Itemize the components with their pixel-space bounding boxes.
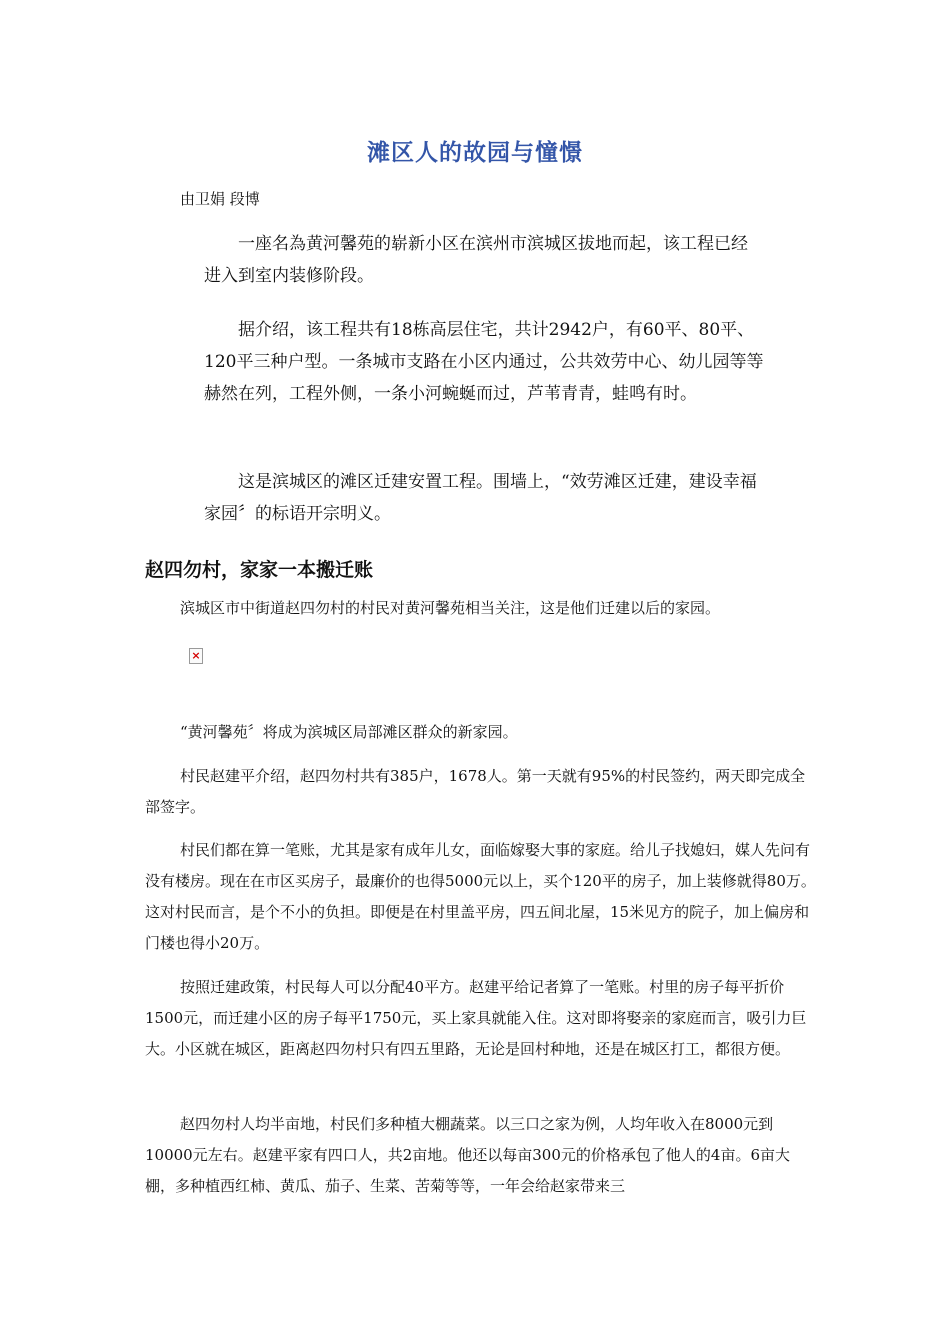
image-caption: “黄河馨苑〞将成为滨城区局部滩区群众的新家园。 [180, 723, 518, 741]
body-paragraph: 村民们都在算一笔账，尤其是家有成年儿女，面临嫁娶大事的家庭。给儿子找媳妇，媒人先问有没有楼房。现在在市区买房子，最廉价的也得5000元以上，买个120平的房子，加上装修就得80万。这对村民而言，是个不小的负担。即便是在村里盖平房，四五间北屋，15米见方的院子，加上偏房和门楼也得小20万。 [145, 841, 816, 952]
section-heading: 赵四勿村，家家一本搬迁账 [145, 559, 374, 581]
article-authors: 由卫娟 段博 [180, 190, 260, 208]
body-paragraph: 按照迁建政策，村民每人可以分配40平方。赵建平给记者算了一笔账。村里的房子每平折价1500元，而迁建小区的房子每平1750元，买上家具就能入住。这对即将娶亲的家庭而言，吸引力巨大。小区就在城区，距离赵四勿村只有四五里路，无论是回村种地，还是在城区打工，都很方便。 [145, 978, 807, 1058]
broken-image-icon: × [189, 648, 203, 664]
body-paragraph: 村民赵建平介绍，赵四勿村共有385户，1678人。第一天就有95%的村民签约，两天即完成全部签字。 [145, 767, 806, 816]
lead-paragraph: 据介绍，该工程共有18栋高层住宅，共计2942户，有60平、80平、120平三种户型。一条城市支路在小区内通过，公共效劳中心、幼儿园等等赫然在列，工程外侧，一条小河蜿蜒而过，芦苇青青，蛙鸣有时。 [204, 320, 764, 404]
lead-paragraph: 这是滨城区的滩区迁建安置工程。围墙上，“效劳滩区迁建，建设幸福家园〞的标语开宗明义。 [204, 472, 757, 524]
article-title: 滩区人的故园与憧憬 [367, 140, 583, 166]
section-intro: 滨城区市中街道赵四勿村的村民对黄河馨苑相当关注，这是他们迁建以后的家园。 [180, 599, 721, 617]
body-paragraph: 赵四勿村人均半亩地，村民们多种植大棚蔬菜。以三口之家为例，人均年收入在8000元到10000元左右。赵建平家有四口人，共2亩地。他还以每亩300元的价格承包了他人的4亩。6亩大棚，多种植西红柿、黄瓜、茄子、生菜、苦菊等等，一年会给赵家带来三 [145, 1115, 790, 1195]
lead-paragraph: 一座名為黄河馨苑的崭新小区在滨州市滨城区拔地而起，该工程已经进入到室内装修阶段。 [204, 234, 748, 286]
